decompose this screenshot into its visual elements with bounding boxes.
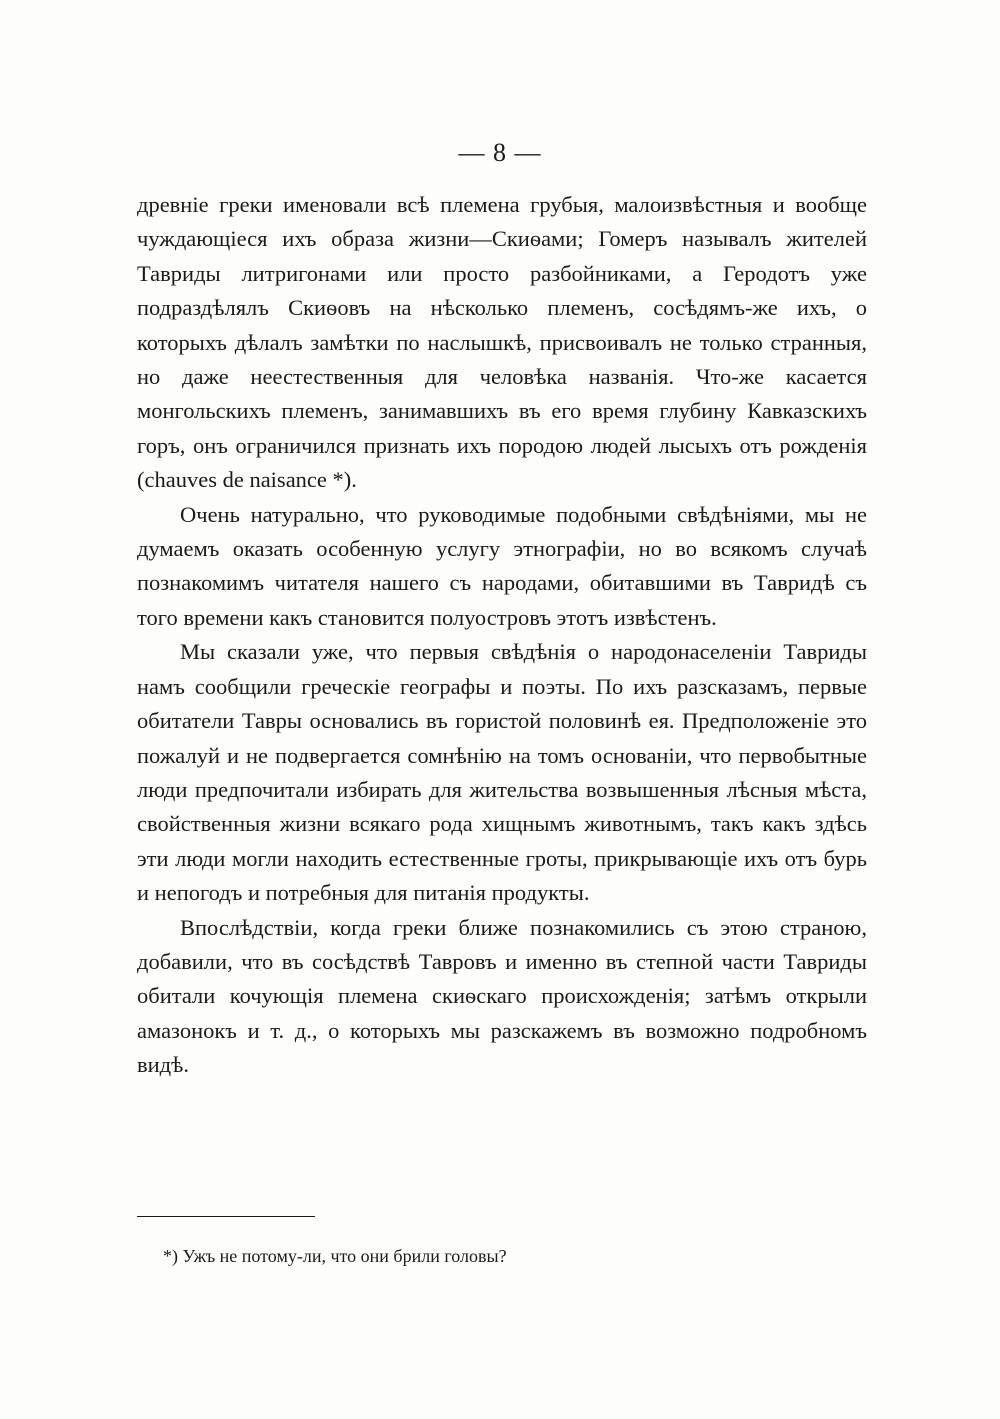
page-number: — 8 —: [458, 138, 542, 167]
paragraph-4: Впослѣдствіи, когда греки ближе познакомились съ этою страною, добавили, что въ сосѣдствѣ Тавровъ и именно въ степной части Тавриды обитали кочующія племена скиѳскаго происхожденія; затѣмъ открыли амазонокъ и т. д., о которыхъ мы разскажемъ въ возможно подробномъ видѣ.: [137, 914, 867, 1078]
paragraph-1: древніе греки именовали всѣ племена грубыя, малоизвѣстныя и вообще чуждающіеся ихъ образа жизни—Скиѳами; Гомеръ называлъ жителей Тавриды литригонами или просто разбойниками, а Геродотъ уже подраздѣлялъ Скиѳовъ на нѣсколько племенъ, сосѣдямъ-же ихъ, о которыхъ дѣлалъ замѣтки по наслышкѣ, присвоивалъ не только странныя, но даже неестественныя для человѣка названія. Что-же касается монгольскихъ племенъ, занимавшихъ въ его время глубину Кавказскихъ горъ, онъ ограничился признать ихъ породою людей лысыхъ отъ рожденія (chauves de naisance *).: [137, 192, 867, 493]
footnote-divider: [137, 1216, 315, 1217]
body-text: [137, 188, 867, 1083]
footnote: *) Ужъ не потому-ли, что они брили головы?: [163, 1246, 507, 1266]
paragraph-2: Очень натурально, что руководимые подобными свѣдѣніями, мы не думаемъ оказать особенную услугу этнографіи, но во всякомъ случаѣ познакомимъ читателя нашего съ народами, обитавшими въ Тавридѣ съ того времени какъ становится полуостровъ этотъ извѣстенъ.: [137, 501, 867, 630]
paragraph-3: Мы сказали уже, что первыя свѣдѣнія о народонаселеніи Тавриды намъ сообщили греческіе географы и поэты. По ихъ разсказамъ, первые обитатели Тавры основались въ гористой половинѣ ея. Предположеніе это пожалуй и не подвергается сомнѣнію на томъ основаніи, что первобытные люди предпочитали избирать для жительства возвышенныя лѣсныя мѣста, свойственныя жизни всякаго рода хищнымъ животнымъ, такъ какъ здѣсь эти люди могли находить естественные гроты, прикрывающіе ихъ отъ бурь и непогодъ и потребныя для питанія продукты.: [137, 639, 867, 906]
